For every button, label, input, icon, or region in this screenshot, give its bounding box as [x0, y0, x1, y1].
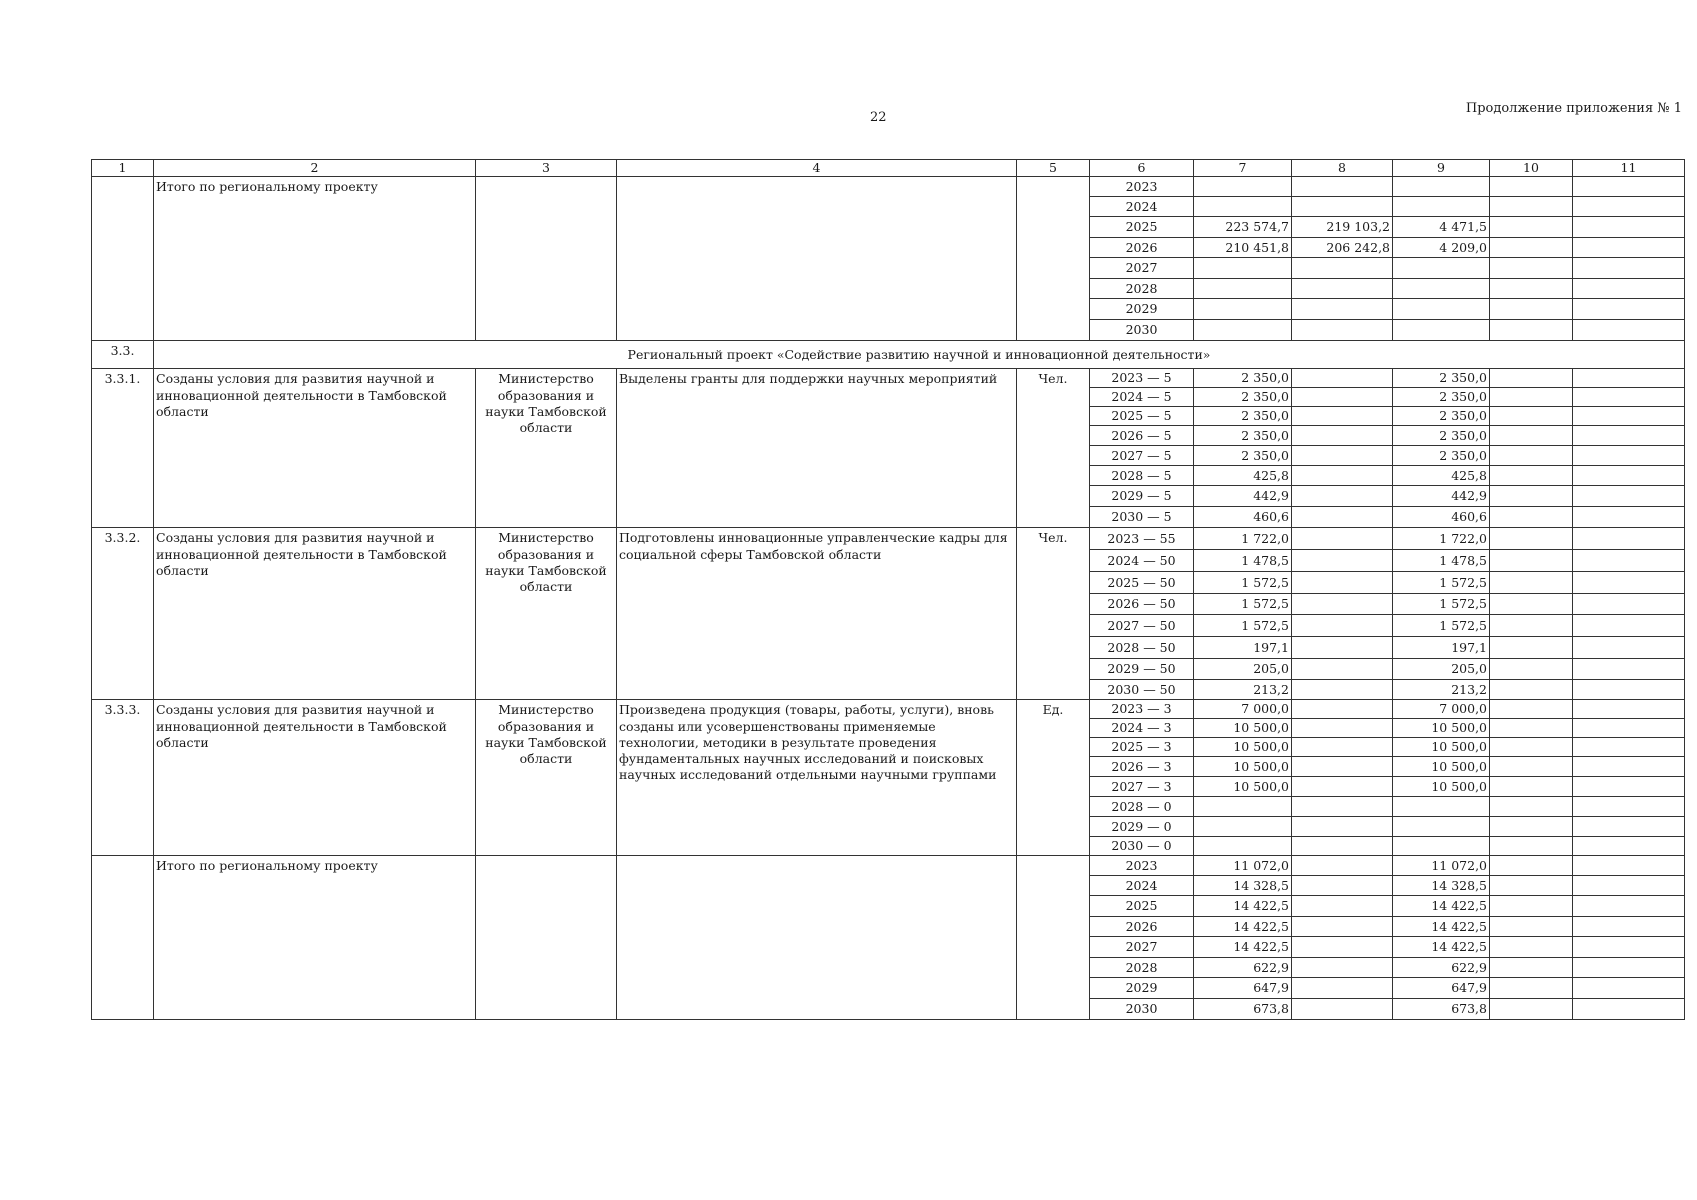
column-header-8: 8 [1292, 160, 1393, 177]
other-sources-cell [1573, 446, 1685, 466]
local-budget-cell [1490, 937, 1573, 958]
local-budget-cell [1490, 978, 1573, 999]
year-target-cell: 2023 — 55 [1090, 528, 1194, 550]
local-budget-cell [1490, 958, 1573, 978]
regional-budget-cell: 673,8 [1393, 999, 1490, 1020]
total-funding-cell: 622,9 [1194, 958, 1292, 978]
year-target-cell: 2025 — 5 [1090, 407, 1194, 426]
table-header [92, 160, 1685, 177]
local-budget-cell [1490, 426, 1573, 446]
local-budget-cell [1490, 388, 1573, 407]
total-funding-cell [1194, 177, 1292, 197]
item-number [92, 856, 154, 1020]
indicator-description [617, 856, 1017, 1020]
total-funding-cell: 1 722,0 [1194, 528, 1292, 550]
local-budget-cell [1490, 594, 1573, 615]
year-target-cell: 2030 — 5 [1090, 507, 1194, 528]
federal-budget-cell [1292, 279, 1393, 299]
other-sources-cell [1573, 197, 1685, 217]
federal-budget-cell [1292, 369, 1393, 388]
total-funding-cell [1194, 279, 1292, 299]
year-target-cell: 2030 [1090, 999, 1194, 1020]
federal-budget-cell [1292, 320, 1393, 341]
year-target-cell: 2030 — 50 [1090, 680, 1194, 700]
federal-budget-cell [1292, 978, 1393, 999]
total-funding-cell [1194, 258, 1292, 279]
regional-budget-cell: 460,6 [1393, 507, 1490, 528]
item-number [92, 177, 154, 341]
column-number-row [92, 160, 1685, 177]
federal-budget-cell [1292, 738, 1393, 757]
other-sources-cell [1573, 719, 1685, 738]
table-row [92, 369, 1685, 388]
year-target-cell: 2028 — 0 [1090, 797, 1194, 817]
regional-budget-cell: 1 478,5 [1393, 550, 1490, 572]
local-budget-cell [1490, 177, 1573, 197]
regional-budget-cell: 205,0 [1393, 659, 1490, 680]
federal-budget-cell [1292, 299, 1393, 320]
total-funding-cell: 14 422,5 [1194, 917, 1292, 937]
regional-budget-cell [1393, 258, 1490, 279]
total-funding-cell [1194, 197, 1292, 217]
local-budget-cell [1490, 757, 1573, 777]
unit-of-measure: Чел. [1017, 369, 1090, 528]
federal-budget-cell [1292, 757, 1393, 777]
result-description: Созданы условия для развития научной и инновационной деятельности в Тамбовской области [154, 700, 476, 856]
local-budget-cell [1490, 299, 1573, 320]
regional-budget-cell: 7 000,0 [1393, 700, 1490, 719]
unit-of-measure [1017, 856, 1090, 1020]
regional-budget-cell: 2 350,0 [1393, 369, 1490, 388]
other-sources-cell [1573, 528, 1685, 550]
other-sources-cell [1573, 615, 1685, 637]
responsible-agency: Министерство образования и науки Тамбовской области [476, 369, 617, 528]
regional-budget-cell [1393, 177, 1490, 197]
other-sources-cell [1573, 958, 1685, 978]
local-budget-cell [1490, 528, 1573, 550]
federal-budget-cell [1292, 719, 1393, 738]
local-budget-cell [1490, 615, 1573, 637]
local-budget-cell [1490, 369, 1573, 388]
other-sources-cell [1573, 388, 1685, 407]
responsible-agency [476, 177, 617, 341]
other-sources-cell [1573, 637, 1685, 659]
other-sources-cell [1573, 507, 1685, 528]
regional-budget-cell: 213,2 [1393, 680, 1490, 700]
result-description: Созданы условия для развития научной и инновационной деятельности в Тамбовской области [154, 369, 476, 528]
local-budget-cell [1490, 550, 1573, 572]
total-funding-cell: 1 572,5 [1194, 594, 1292, 615]
year-target-cell: 2025 [1090, 896, 1194, 917]
item-number: 3.3.3. [92, 700, 154, 856]
year-target-cell: 2027 — 5 [1090, 446, 1194, 466]
federal-budget-cell [1292, 837, 1393, 856]
other-sources-cell [1573, 299, 1685, 320]
year-target-cell: 2029 — 5 [1090, 486, 1194, 507]
other-sources-cell [1573, 486, 1685, 507]
total-funding-cell: 10 500,0 [1194, 777, 1292, 797]
result-description: Итого по региональному проекту [154, 856, 476, 1020]
table-body [92, 177, 1685, 1020]
year-target-cell: 2028 — 5 [1090, 466, 1194, 486]
regional-budget-cell: 11 072,0 [1393, 856, 1490, 876]
local-budget-cell [1490, 279, 1573, 299]
federal-budget-cell [1292, 407, 1393, 426]
year-target-cell: 2028 — 50 [1090, 637, 1194, 659]
total-funding-cell: 10 500,0 [1194, 738, 1292, 757]
total-funding-cell: 213,2 [1194, 680, 1292, 700]
unit-of-measure: Ед. [1017, 700, 1090, 856]
total-funding-cell: 1 478,5 [1194, 550, 1292, 572]
local-budget-cell [1490, 238, 1573, 258]
federal-budget-cell [1292, 856, 1393, 876]
regional-budget-cell [1393, 197, 1490, 217]
federal-budget-cell [1292, 876, 1393, 896]
other-sources-cell [1573, 258, 1685, 279]
other-sources-cell [1573, 978, 1685, 999]
local-budget-cell [1490, 320, 1573, 341]
federal-budget-cell [1292, 797, 1393, 817]
other-sources-cell [1573, 797, 1685, 817]
regional-budget-cell [1393, 837, 1490, 856]
indicator-description: Выделены гранты для поддержки научных мероприятий [617, 369, 1017, 528]
federal-budget-cell: 219 103,2 [1292, 217, 1393, 238]
local-budget-cell [1490, 659, 1573, 680]
year-target-cell: 2023 — 3 [1090, 700, 1194, 719]
total-funding-cell: 2 350,0 [1194, 446, 1292, 466]
local-budget-cell [1490, 876, 1573, 896]
total-funding-cell [1194, 797, 1292, 817]
regional-budget-cell: 10 500,0 [1393, 757, 1490, 777]
regional-budget-cell: 425,8 [1393, 466, 1490, 486]
other-sources-cell [1573, 238, 1685, 258]
year-target-cell: 2026 — 3 [1090, 757, 1194, 777]
table-row [92, 177, 1685, 197]
appendix-continuation-label: Продолжение приложения № 1 [1465, 101, 1682, 116]
federal-budget-cell [1292, 258, 1393, 279]
other-sources-cell [1573, 917, 1685, 937]
other-sources-cell [1573, 217, 1685, 238]
year-target-cell: 2023 [1090, 177, 1194, 197]
regional-budget-cell: 442,9 [1393, 486, 1490, 507]
federal-budget-cell [1292, 550, 1393, 572]
total-funding-cell: 2 350,0 [1194, 369, 1292, 388]
federal-budget-cell [1292, 446, 1393, 466]
regional-budget-cell: 14 422,5 [1393, 937, 1490, 958]
year-target-cell: 2024 — 50 [1090, 550, 1194, 572]
regional-budget-cell: 14 422,5 [1393, 896, 1490, 917]
total-funding-cell: 14 422,5 [1194, 937, 1292, 958]
responsible-agency: Министерство образования и науки Тамбовской области [476, 528, 617, 700]
total-funding-cell: 7 000,0 [1194, 700, 1292, 719]
regional-budget-cell: 197,1 [1393, 637, 1490, 659]
federal-budget-cell [1292, 486, 1393, 507]
federal-budget-cell [1292, 507, 1393, 528]
federal-budget-cell [1292, 177, 1393, 197]
regional-budget-cell: 1 722,0 [1393, 528, 1490, 550]
table-row [92, 528, 1685, 550]
other-sources-cell [1573, 896, 1685, 917]
local-budget-cell [1490, 700, 1573, 719]
column-header-4: 4 [617, 160, 1017, 177]
federal-budget-cell [1292, 896, 1393, 917]
other-sources-cell [1573, 680, 1685, 700]
column-header-6: 6 [1090, 160, 1194, 177]
other-sources-cell [1573, 659, 1685, 680]
total-funding-cell: 10 500,0 [1194, 757, 1292, 777]
page-number: 22 [870, 110, 887, 125]
local-budget-cell [1490, 486, 1573, 507]
federal-budget-cell [1292, 388, 1393, 407]
total-funding-cell: 210 451,8 [1194, 238, 1292, 258]
other-sources-cell [1573, 550, 1685, 572]
total-funding-cell [1194, 817, 1292, 837]
local-budget-cell [1490, 856, 1573, 876]
local-budget-cell [1490, 466, 1573, 486]
total-funding-cell [1194, 837, 1292, 856]
total-funding-cell: 10 500,0 [1194, 719, 1292, 738]
year-target-cell: 2030 [1090, 320, 1194, 341]
regional-budget-cell: 2 350,0 [1393, 426, 1490, 446]
other-sources-cell [1573, 594, 1685, 615]
year-target-cell: 2029 — 50 [1090, 659, 1194, 680]
local-budget-cell [1490, 258, 1573, 279]
local-budget-cell [1490, 637, 1573, 659]
year-target-cell: 2026 — 50 [1090, 594, 1194, 615]
other-sources-cell [1573, 738, 1685, 757]
other-sources-cell [1573, 876, 1685, 896]
column-header-2: 2 [154, 160, 476, 177]
local-budget-cell [1490, 999, 1573, 1020]
total-funding-cell: 14 328,5 [1194, 876, 1292, 896]
local-budget-cell [1490, 896, 1573, 917]
federal-budget-cell: 206 242,8 [1292, 238, 1393, 258]
federal-budget-cell [1292, 817, 1393, 837]
total-funding-cell: 197,1 [1194, 637, 1292, 659]
regional-budget-cell [1393, 320, 1490, 341]
regional-budget-cell: 4 209,0 [1393, 238, 1490, 258]
other-sources-cell [1573, 177, 1685, 197]
year-target-cell: 2024 — 5 [1090, 388, 1194, 407]
local-budget-cell [1490, 572, 1573, 594]
federal-budget-cell [1292, 466, 1393, 486]
federal-budget-cell [1292, 572, 1393, 594]
result-description: Созданы условия для развития научной и инновационной деятельности в Тамбовской области [154, 528, 476, 700]
table-row [92, 856, 1685, 876]
regional-budget-cell: 647,9 [1393, 978, 1490, 999]
local-budget-cell [1490, 407, 1573, 426]
year-target-cell: 2026 [1090, 917, 1194, 937]
year-target-cell: 2027 [1090, 258, 1194, 279]
federal-budget-cell [1292, 680, 1393, 700]
year-target-cell: 2029 [1090, 978, 1194, 999]
unit-of-measure [1017, 177, 1090, 341]
total-funding-cell: 1 572,5 [1194, 572, 1292, 594]
regional-budget-cell: 2 350,0 [1393, 407, 1490, 426]
column-header-10: 10 [1490, 160, 1573, 177]
other-sources-cell [1573, 466, 1685, 486]
result-description: Итого по региональному проекту [154, 177, 476, 341]
regional-budget-cell: 10 500,0 [1393, 777, 1490, 797]
federal-budget-cell [1292, 999, 1393, 1020]
year-target-cell: 2026 — 5 [1090, 426, 1194, 446]
other-sources-cell [1573, 700, 1685, 719]
total-funding-cell: 223 574,7 [1194, 217, 1292, 238]
local-budget-cell [1490, 777, 1573, 797]
other-sources-cell [1573, 856, 1685, 876]
year-target-cell: 2030 — 0 [1090, 837, 1194, 856]
federal-budget-cell [1292, 659, 1393, 680]
local-budget-cell [1490, 797, 1573, 817]
year-target-cell: 2029 — 0 [1090, 817, 1194, 837]
year-target-cell: 2025 — 50 [1090, 572, 1194, 594]
indicator-description: Произведена продукция (товары, работы, услуги), вновь созданы или усовершенствованы применяемые технологии, методики в результате проведения фундаментальных научных исследований и поисковых научных исследований отдельными научными группами [617, 700, 1017, 856]
regional-budget-cell: 4 471,5 [1393, 217, 1490, 238]
year-target-cell: 2029 [1090, 299, 1194, 320]
federal-budget-cell [1292, 917, 1393, 937]
regional-budget-cell: 622,9 [1393, 958, 1490, 978]
year-target-cell: 2023 — 5 [1090, 369, 1194, 388]
federal-budget-cell [1292, 937, 1393, 958]
total-funding-cell: 460,6 [1194, 507, 1292, 528]
project-title: Региональный проект «Содействие развитию научной и инновационной деятельности» [154, 341, 1685, 369]
federal-budget-cell [1292, 637, 1393, 659]
regional-budget-cell [1393, 299, 1490, 320]
regional-budget-cell: 10 500,0 [1393, 738, 1490, 757]
regional-budget-cell: 1 572,5 [1393, 594, 1490, 615]
other-sources-cell [1573, 837, 1685, 856]
year-target-cell: 2025 [1090, 217, 1194, 238]
regional-budget-cell: 2 350,0 [1393, 446, 1490, 466]
regional-budget-cell [1393, 279, 1490, 299]
year-target-cell: 2027 — 3 [1090, 777, 1194, 797]
total-funding-cell: 673,8 [1194, 999, 1292, 1020]
indicator-description: Подготовлены инновационные управленческие кадры для социальной сферы Тамбовской области [617, 528, 1017, 700]
total-funding-cell: 11 072,0 [1194, 856, 1292, 876]
total-funding-cell: 425,8 [1194, 466, 1292, 486]
federal-budget-cell [1292, 594, 1393, 615]
total-funding-cell: 1 572,5 [1194, 615, 1292, 637]
local-budget-cell [1490, 817, 1573, 837]
total-funding-cell [1194, 299, 1292, 320]
local-budget-cell [1490, 719, 1573, 738]
unit-of-measure: Чел. [1017, 528, 1090, 700]
federal-budget-cell [1292, 777, 1393, 797]
column-header-9: 9 [1393, 160, 1490, 177]
column-header-3: 3 [476, 160, 617, 177]
federal-budget-cell [1292, 197, 1393, 217]
year-target-cell: 2028 [1090, 958, 1194, 978]
year-target-cell: 2026 [1090, 238, 1194, 258]
year-target-cell: 2025 — 3 [1090, 738, 1194, 757]
item-number: 3.3.1. [92, 369, 154, 528]
local-budget-cell [1490, 837, 1573, 856]
federal-budget-cell [1292, 426, 1393, 446]
total-funding-cell: 205,0 [1194, 659, 1292, 680]
local-budget-cell [1490, 917, 1573, 937]
regional-budget-cell: 1 572,5 [1393, 572, 1490, 594]
total-funding-cell: 442,9 [1194, 486, 1292, 507]
federal-budget-cell [1292, 615, 1393, 637]
total-funding-cell: 2 350,0 [1194, 426, 1292, 446]
total-funding-cell [1194, 320, 1292, 341]
regional-budget-cell: 2 350,0 [1393, 388, 1490, 407]
other-sources-cell [1573, 320, 1685, 341]
total-funding-cell: 2 350,0 [1194, 407, 1292, 426]
year-target-cell: 2024 [1090, 197, 1194, 217]
other-sources-cell [1573, 937, 1685, 958]
year-target-cell: 2024 [1090, 876, 1194, 896]
total-funding-cell: 2 350,0 [1194, 388, 1292, 407]
column-header-7: 7 [1194, 160, 1292, 177]
responsible-agency [476, 856, 617, 1020]
indicator-description [617, 177, 1017, 341]
regional-budget-cell: 14 328,5 [1393, 876, 1490, 896]
responsible-agency: Министерство образования и науки Тамбовской области [476, 700, 617, 856]
other-sources-cell [1573, 279, 1685, 299]
federal-budget-cell [1292, 958, 1393, 978]
column-header-1: 1 [92, 160, 154, 177]
federal-budget-cell [1292, 528, 1393, 550]
year-target-cell: 2028 [1090, 279, 1194, 299]
local-budget-cell [1490, 680, 1573, 700]
total-funding-cell: 647,9 [1194, 978, 1292, 999]
regional-budget-cell: 14 422,5 [1393, 917, 1490, 937]
other-sources-cell [1573, 369, 1685, 388]
year-target-cell: 2023 [1090, 856, 1194, 876]
other-sources-cell [1573, 777, 1685, 797]
table-row [92, 700, 1685, 719]
year-target-cell: 2027 — 50 [1090, 615, 1194, 637]
local-budget-cell [1490, 217, 1573, 238]
other-sources-cell [1573, 572, 1685, 594]
federal-budget-cell [1292, 700, 1393, 719]
program-table [91, 159, 1685, 1020]
other-sources-cell [1573, 999, 1685, 1020]
regional-budget-cell: 10 500,0 [1393, 719, 1490, 738]
local-budget-cell [1490, 738, 1573, 757]
regional-budget-cell: 1 572,5 [1393, 615, 1490, 637]
other-sources-cell [1573, 757, 1685, 777]
regional-budget-cell [1393, 797, 1490, 817]
column-header-5: 5 [1017, 160, 1090, 177]
local-budget-cell [1490, 507, 1573, 528]
local-budget-cell [1490, 446, 1573, 466]
regional-budget-cell [1393, 817, 1490, 837]
other-sources-cell [1573, 817, 1685, 837]
year-target-cell: 2027 [1090, 937, 1194, 958]
year-target-cell: 2024 — 3 [1090, 719, 1194, 738]
column-header-11: 11 [1573, 160, 1685, 177]
item-number: 3.3.2. [92, 528, 154, 700]
local-budget-cell [1490, 197, 1573, 217]
other-sources-cell [1573, 407, 1685, 426]
other-sources-cell [1573, 426, 1685, 446]
project-header-row [92, 341, 1685, 369]
project-number: 3.3. [92, 341, 154, 369]
total-funding-cell: 14 422,5 [1194, 896, 1292, 917]
